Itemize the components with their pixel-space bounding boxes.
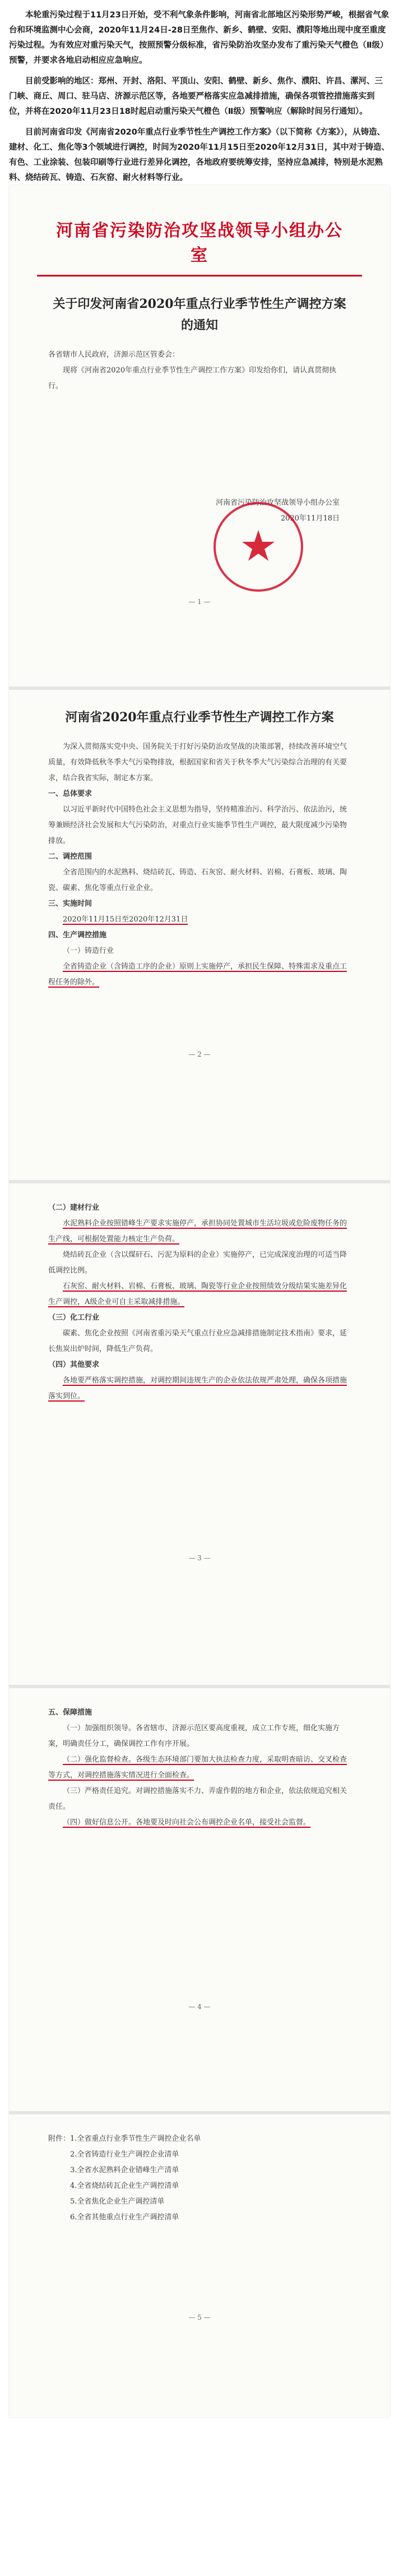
attachment-item: 6.全省其他重点行业生产调控清单 bbox=[70, 2213, 179, 2222]
date-range: 2020年11月15日至2020年12月31日 bbox=[63, 915, 188, 924]
official-seal-icon bbox=[211, 499, 306, 595]
paragraph: （一）铸造行业 bbox=[63, 947, 114, 955]
subsection-heading: （三）化工行业 bbox=[48, 1314, 100, 1322]
paragraph bbox=[48, 1373, 351, 1404]
signing-organization: 河南省污染防治攻坚战领导小组办公室 bbox=[215, 499, 340, 507]
paragraph bbox=[48, 1815, 351, 1831]
paragraph: （一）加强组织领导。各省辖市、济源示范区要高度重视，成立工作专班，细化实施方案，明确责任分工，确保调控工作有序开展。 bbox=[48, 1724, 340, 1748]
paragraph: 为深入贯彻落实党中央、国务院关于打好污染防治攻坚战的决策部署，持续改善环境空气质量，有效降低秋冬季大气污染物排放，根据国家和省关于秋冬季大气污染综合治理的有关要求，结合我省实际，制定本方案。 bbox=[48, 743, 347, 782]
attachment-item: 4.全省烧结砖瓦企业生产调控清单 bbox=[70, 2182, 179, 2190]
highlighted-text: 水泥熟料企业按照错峰生产要求实施停产，承担协同处置城市生活垃圾或危险废物任务的生产线，可根据处置能力核定生产负荷。 bbox=[48, 1219, 347, 1243]
paragraph: 以习近平新时代中国特色社会主义思想为指导，坚持精准治污、科学治污、依法治污，统筹兼顾经济社会发展和大气污染防治，对重点行业实施季节性生产调控，最大限度减少污染物排放。 bbox=[48, 805, 347, 845]
document-page-5 bbox=[9, 2114, 390, 2417]
page-number: — 5 — bbox=[188, 2314, 211, 2321]
paragraph: （三）严格责任追究。对调控措施落实不力、弄虚作假的地方和企业，依法依规追究相关责任。 bbox=[48, 1787, 347, 1811]
highlighted-text: （二）强化监督检查。各级生态环境部门要加大执法检查力度，采取明查暗访、交叉检查等方式，对调控措施落实情况进行全面检查。 bbox=[48, 1755, 347, 1780]
page-number: — 1 — bbox=[188, 598, 211, 606]
article-intro bbox=[0, 0, 399, 186]
attachment-item: 2.全省铸造行业生产调控企业清单 bbox=[70, 2150, 179, 2159]
section-heading: 五、保障措施 bbox=[48, 1708, 92, 1717]
section-heading: 四、生产调控措施 bbox=[48, 931, 107, 939]
document-page-3 bbox=[9, 1183, 390, 1688]
implementation-period bbox=[48, 912, 351, 928]
attachment-item: 附件：1.全省重点行业季节性生产调控企业名单 bbox=[48, 2135, 201, 2143]
document-page-4 bbox=[9, 1688, 390, 2114]
document-page-1 bbox=[9, 185, 390, 690]
intro-paragraph-2: 目前受影响的地区：郑州、开封、洛阳、平顶山、安阳、鹤壁、新乡、焦作、濮阳、许昌、漯河、三门峡、商丘、周口、驻马店、济源示范区等，各地要严格落实应急减排措施，确保各项管控措施落实到位，并将在2020年11月23日18时起启动重污染天气橙色（Ⅱ级）预警响应（解除时间另行通知）。 bbox=[9, 77, 383, 116]
paragraph: 碳素、焦化企业按照《河南省重污染天气重点行业应急减排措施制定技术指南》要求，延长焦炭出炉时间，降低生产负荷。 bbox=[48, 1329, 347, 1353]
red-divider bbox=[37, 275, 362, 277]
page-number: — 3 — bbox=[188, 1554, 211, 1562]
highlighted-text: 石灰窑、耐火材料、岩棉、石膏板、玻璃、陶瓷等行业企业按照绩效分级结果实施差异化生产调控，A级企业可自主采取减排措施。 bbox=[48, 1282, 347, 1306]
issuer-header: 河南省污染防治攻坚战领导小组办公室 bbox=[56, 221, 343, 265]
page-number: — 2 — bbox=[188, 1050, 211, 1058]
paragraph bbox=[48, 1752, 351, 1784]
signing-date: 2020年11月18日 bbox=[280, 514, 340, 523]
addressee: 各省辖市人民政府，济源示范区管委会： bbox=[48, 351, 180, 359]
page-number: — 4 — bbox=[188, 2003, 211, 2011]
intro-paragraph-3: 目前河南省印发《河南省2020年重点行业季节性生产调控工作方案》（以下简称《方案》），从铸造、建材、化工、焦化等3个领域进行调控，时间为2020年11月15日至2020年12月31日，其中对于铸造、有色、工业涂装、包装印刷等行业进行差异化调控，各地政府要统筹安排，坚持应急减排，特别是水泥熟料、烧结砖瓦、铸造、石灰窑、耐火材料等行业。 bbox=[9, 128, 390, 182]
document-title: 关于印发河南省2020年重点行业季节性生产调控方案的通知 bbox=[53, 297, 346, 333]
highlighted-text: 各地要严格落实调控措施，对调控期间违规生产的企业依法依规严肃处理，确保各项措施落实到位。 bbox=[48, 1376, 347, 1400]
paragraph bbox=[48, 959, 351, 990]
paragraph bbox=[48, 1279, 351, 1310]
paragraph: 烧结砖瓦企业（含以煤矸石、污泥为原料的企业）实施停产，已完成深度治理的可适当降低调控比例。 bbox=[48, 1251, 347, 1275]
section-heading: 二、调控范围 bbox=[48, 852, 92, 861]
notice-body: 现将《河南省2020年重点行业季节性生产调控工作方案》印发给你们，请认真贯彻执行。 bbox=[48, 366, 337, 390]
highlighted-text: 全省铸造企业（含铸造工序的企业）原则上实施停产，承担民生保障、特殊需求及重点工程任务的除外。 bbox=[48, 962, 347, 987]
paragraph bbox=[48, 1216, 351, 1247]
paragraph: 全省范围内的水泥熟料、烧结砖瓦、铸造、石灰窑、耐火材料、岩棉、石膏板、玻璃、陶瓷、碳素、焦化等重点行业企业。 bbox=[48, 868, 347, 892]
attachment-item: 3.全省水泥熟料企业错峰生产清单 bbox=[70, 2166, 179, 2174]
section-heading: 三、实施时间 bbox=[48, 900, 92, 908]
subsection-heading: （四）其他要求 bbox=[48, 1361, 100, 1369]
section-heading: 一、总体要求 bbox=[48, 790, 92, 798]
subsection-heading: （二）建材行业 bbox=[48, 1204, 100, 1212]
intro-paragraph-1: 本轮重污染过程于11月23日开始，受不利气象条件影响，河南省北部地区污染形势严峻，根据省气象台和环境监测中心会商，2020年11月24日-28日至焦作、新乡、鹤壁、安阳、濮阳等地出现中度至重度污染过程。为有效应对重污染天气，按照预警分级标准，省污染防治攻坚办发布了重污染天气橙色（Ⅱ级）预警，并要求各地启动相应应急响应。 bbox=[9, 11, 389, 65]
document-scan bbox=[9, 185, 390, 2417]
plan-heading: 河南省2020年重点行业季节性生产调控工作方案 bbox=[65, 710, 334, 725]
highlighted-text: （四）做好信息公开。各地要及时向社会公布调控企业名单，接受社会监督。 bbox=[63, 1818, 311, 1827]
attachment-item: 5.全省焦化企业生产调控清单 bbox=[70, 2197, 165, 2206]
document-page-2 bbox=[9, 690, 390, 1183]
